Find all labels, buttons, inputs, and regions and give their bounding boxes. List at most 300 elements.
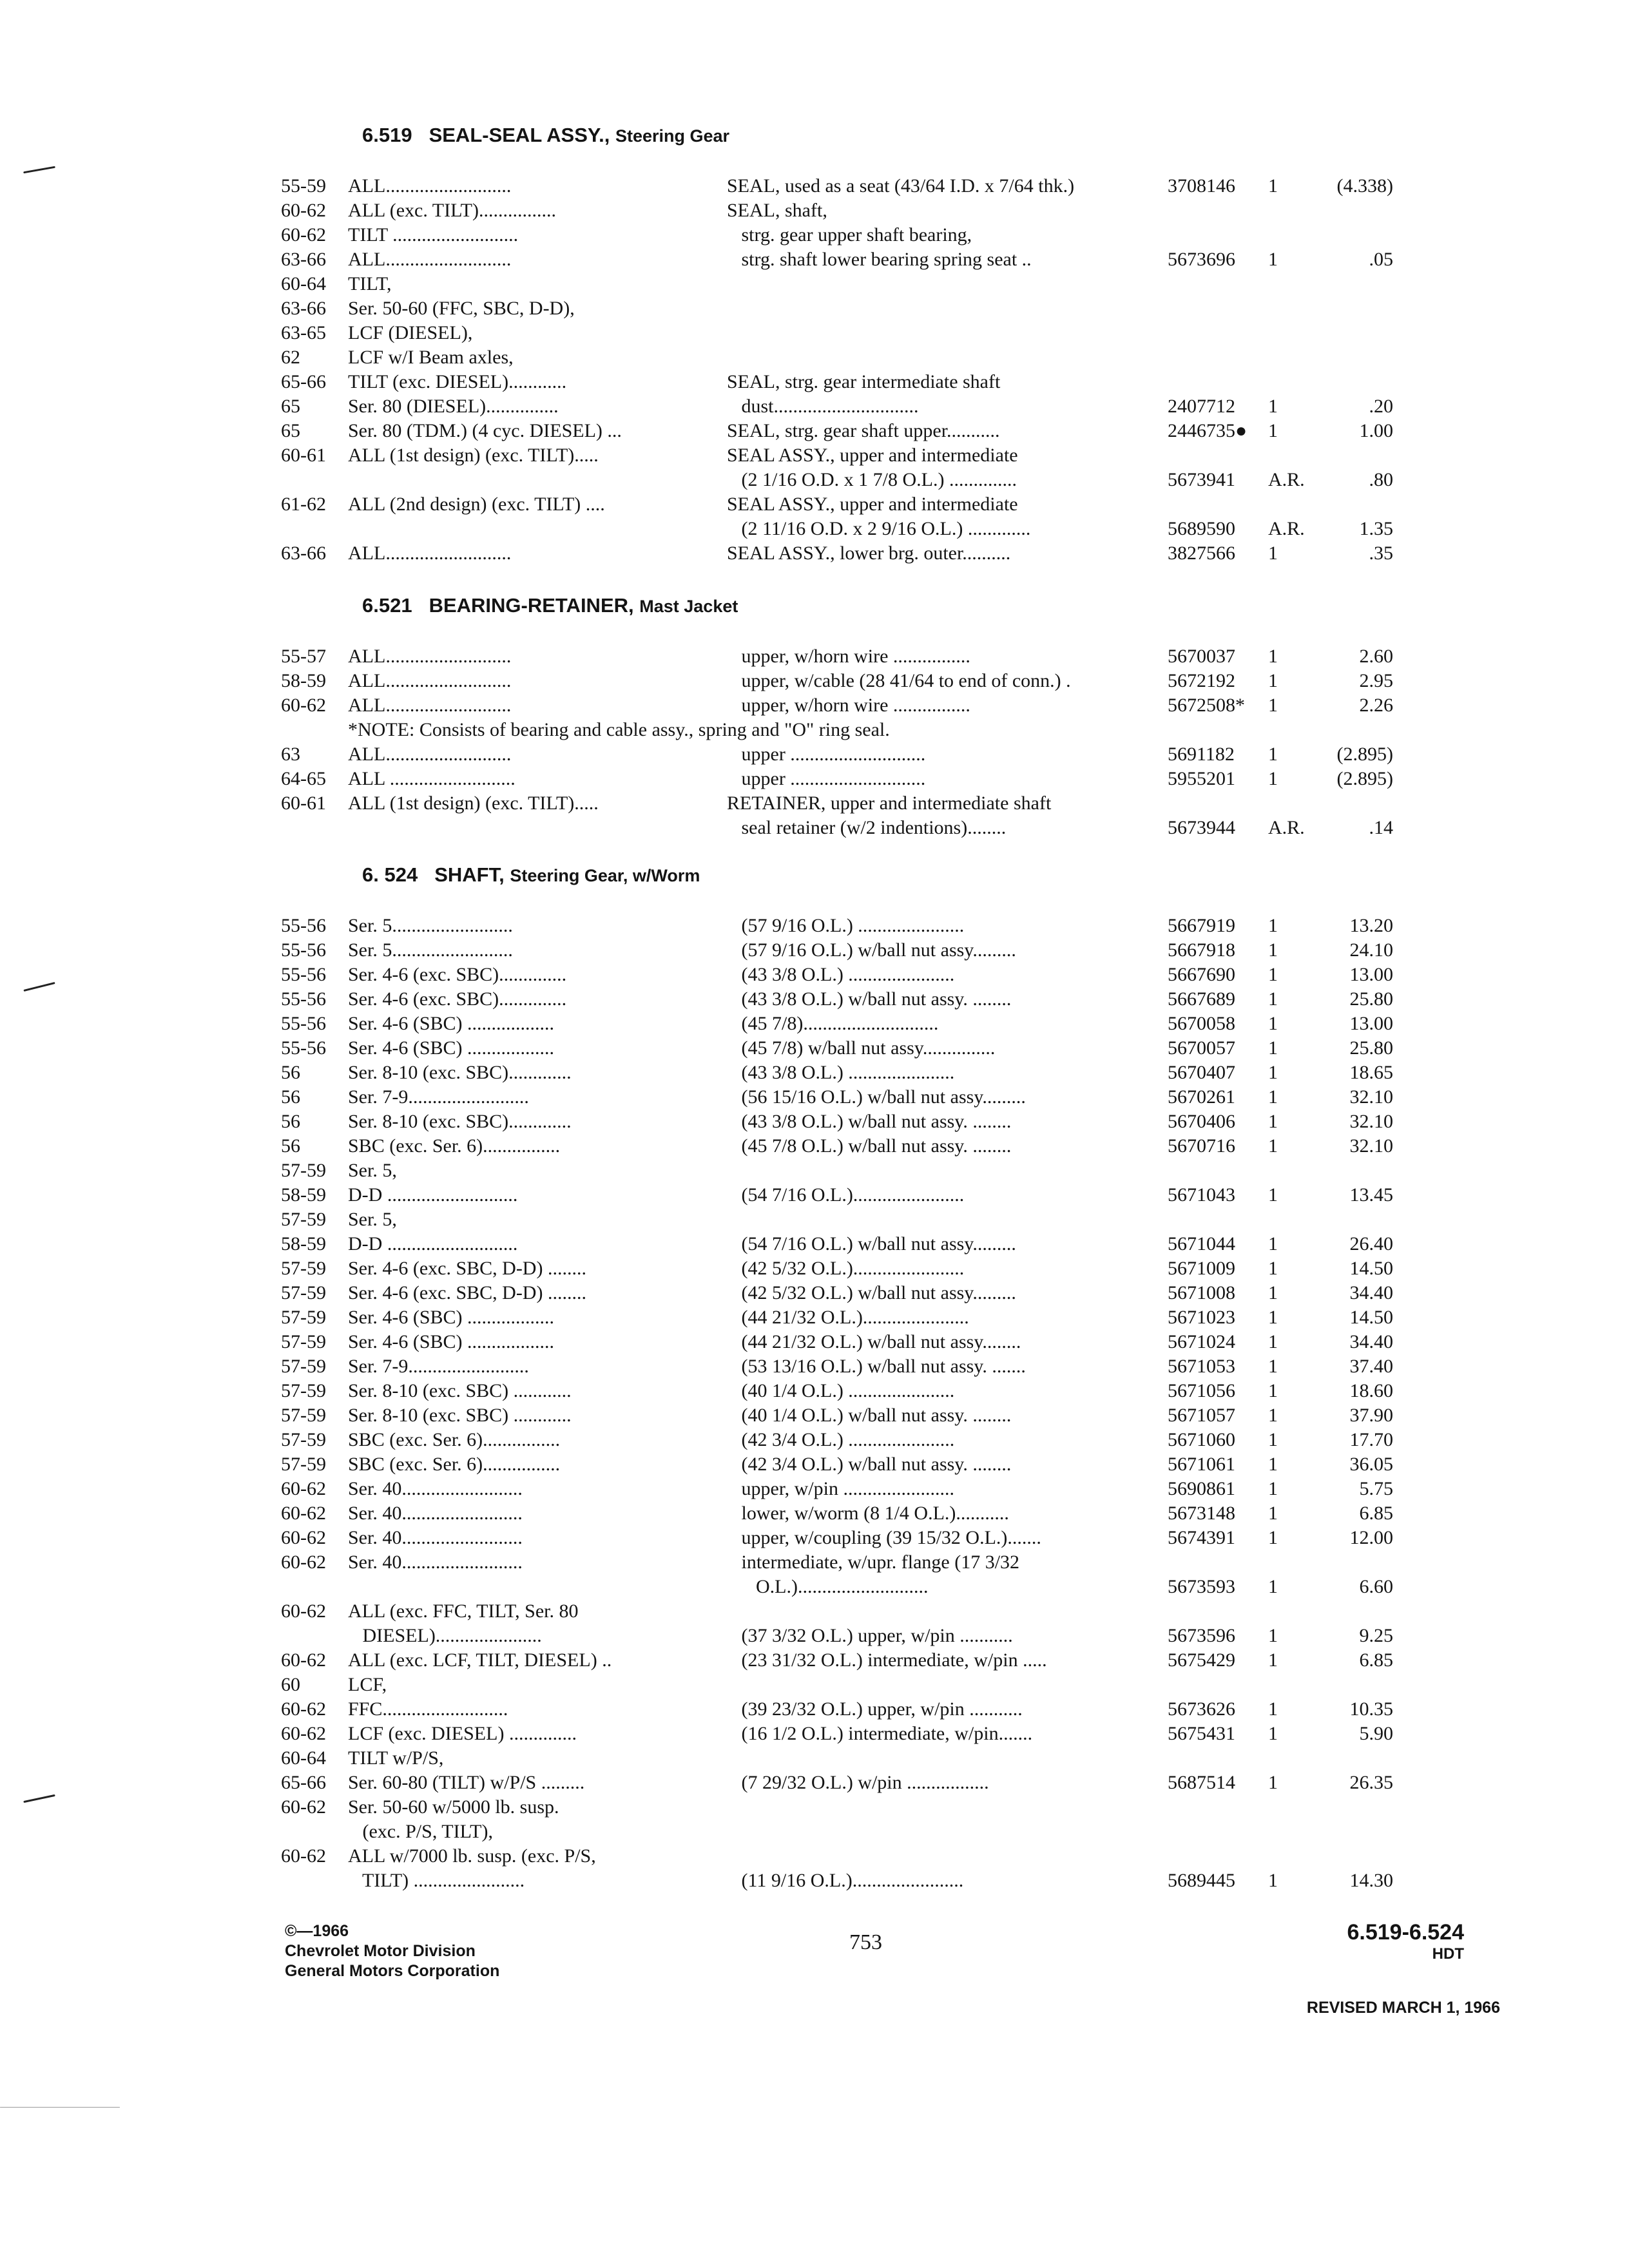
model-application: *NOTE: Consists of bearing and cable assy., spring and "O" ring seal. [348,719,890,740]
model-application: SBC (exc. Ser. 6)................ [348,1454,561,1475]
section-range: 6.519-6.524 [1347,1920,1464,1945]
model-years: 60-62 [281,1503,326,1524]
price: 25.80 [1349,988,1393,1010]
model-application: Ser. 4-6 (exc. SBC).............. [348,964,567,985]
parts-row [0,669,1629,693]
punch-mark [23,166,55,174]
price: 26.40 [1349,1233,1393,1254]
model-years: 65-66 [281,1772,326,1793]
parts-row [0,1158,1629,1183]
part-description: (45 7/8)............................ [727,1013,939,1034]
model-years: 60-64 [281,1747,326,1769]
model-years: 55-56 [281,939,326,961]
model-years: 60-62 [281,1796,326,1818]
part-number: 5671056 [1168,1380,1235,1401]
quantity: 1 [1268,1576,1278,1597]
model-years: 56 [281,1135,300,1157]
quantity: A.R. [1268,518,1305,539]
parts-row [0,247,1629,272]
model-years: 57-59 [281,1258,326,1279]
model-application: Ser. 5......................... [348,915,513,936]
part-description: strg. shaft lower bearing spring seat .. [727,249,1032,270]
price: 25.80 [1349,1037,1393,1059]
price: 2.60 [1359,646,1393,667]
parts-row [0,1820,1629,1844]
model-application: Ser. 4-6 (exc. SBC).............. [348,988,567,1010]
quantity: 1 [1268,1478,1278,1499]
parts-row [0,1085,1629,1110]
quantity: 1 [1268,1233,1278,1254]
parts-row [0,1550,1629,1575]
parts-row [0,914,1629,938]
parts-row [0,1599,1629,1624]
parts-row [0,1012,1629,1036]
part-description: RETAINER, upper and intermediate shaft [727,793,1052,814]
parts-row [0,296,1629,321]
model-application: DIESEL)...................... [348,1625,542,1646]
part-number: 5671043 [1168,1184,1235,1206]
part-number: 5672508* [1168,695,1245,716]
model-years: 60-62 [281,1527,326,1548]
model-years: 60-61 [281,445,326,466]
quantity: 1 [1268,1086,1278,1108]
part-description: upper, w/pin ....................... [727,1478,954,1499]
part-description: (56 15/16 O.L.) w/ball nut assy......... [727,1086,1026,1108]
parts-row [0,1379,1629,1403]
price: 2.26 [1359,695,1393,716]
part-description: (2 11/16 O.D. x 2 9/16 O.L.) ............. [727,518,1031,539]
quantity: 1 [1268,1184,1278,1206]
price: 6.85 [1359,1503,1393,1524]
part-number: 5667690 [1168,964,1235,985]
price: 12.00 [1349,1527,1393,1548]
model-application: Ser. 80 (DIESEL)............... [348,396,559,417]
quantity: 1 [1268,1013,1278,1034]
parts-row [0,1330,1629,1354]
section-heading [362,594,738,617]
part-description: upper, w/horn wire ................ [727,646,970,667]
part-description: intermediate, w/upr. flange (17 3/32 [727,1552,1020,1573]
model-application: ALL (1st design) (exc. TILT)..... [348,445,599,466]
part-number: 5671009 [1168,1258,1235,1279]
part-description: SEAL, shaft, [727,200,827,221]
part-description: (43 3/8 O.L.) w/ball nut assy. ........ [727,988,1012,1010]
part-description: SEAL ASSY., upper and intermediate [727,445,1018,466]
parts-row [0,1844,1629,1869]
price: 5.75 [1359,1478,1393,1499]
price: 2.95 [1359,670,1393,691]
model-years: 60-62 [281,1478,326,1499]
parts-row [0,938,1629,963]
part-description: (42 3/4 O.L.) w/ball nut assy. ........ [727,1454,1012,1475]
part-description: (42 5/32 O.L.) w/ball nut assy......... [727,1282,1016,1303]
model-application: ALL.......................... [348,543,512,564]
part-number: 5675431 [1168,1723,1235,1744]
part-description: upper, w/horn wire ................ [727,695,970,716]
part-number: 5675429 [1168,1649,1235,1671]
model-application: Ser. 8-10 (exc. SBC) ............ [348,1380,572,1401]
quantity: 1 [1268,1527,1278,1548]
price: 13.00 [1349,964,1393,985]
part-number: 5689590 [1168,518,1235,539]
price: 13.20 [1349,915,1393,936]
quantity: 1 [1268,420,1278,441]
quantity: 1 [1268,1625,1278,1646]
quantity: 1 [1268,646,1278,667]
part-number: 5671008 [1168,1282,1235,1303]
model-application: SBC (exc. Ser. 6)................ [348,1429,561,1450]
part-number: 5691182 [1168,744,1235,765]
part-number: 5670716 [1168,1135,1235,1157]
price: 14.50 [1349,1307,1393,1328]
model-application: SBC (exc. Ser. 6)................ [348,1135,561,1157]
model-application: D-D ........................... [348,1184,518,1206]
model-application: ALL (exc. LCF, TILT, DIESEL) .. [348,1649,612,1671]
price: 36.05 [1349,1454,1393,1475]
model-years: 61-62 [281,494,326,515]
parts-row [0,1256,1629,1281]
model-years: 58-59 [281,670,326,691]
parts-row [0,1795,1629,1820]
model-years: 57-59 [281,1307,326,1328]
model-years: 57-59 [281,1380,326,1401]
price: 18.60 [1349,1380,1393,1401]
publisher-block [285,1921,499,1981]
parts-row [0,541,1629,566]
section-subtitle: Steering Gear, w/Worm [510,866,700,885]
price: 6.60 [1359,1576,1393,1597]
part-description: SEAL ASSY., upper and intermediate [727,494,1018,515]
parts-row [0,1648,1629,1673]
quantity: 1 [1268,1356,1278,1377]
price: 13.45 [1349,1184,1393,1206]
part-description: (43 3/8 O.L.) w/ball nut assy. ........ [727,1111,1012,1132]
parts-row [0,468,1629,492]
page-number: 753 [849,1930,882,1954]
model-years: 63 [281,744,300,765]
model-years: 60-64 [281,273,326,294]
parts-row [0,1036,1629,1061]
part-number: 5667689 [1168,988,1235,1010]
model-application: ALL .......................... [348,768,516,789]
part-description: (43 3/8 O.L.) ...................... [727,964,955,985]
quantity: 1 [1268,1870,1278,1891]
parts-row [0,1501,1629,1526]
parts-row [0,394,1629,419]
part-description: (23 31/32 O.L.) intermediate, w/pin ..... [727,1649,1047,1671]
model-years: 60-62 [281,695,326,716]
model-application: TILT w/P/S, [348,1747,444,1769]
quantity: 1 [1268,1405,1278,1426]
part-number: 5671044 [1168,1233,1235,1254]
model-application: ALL.......................... [348,695,512,716]
parts-row [0,816,1629,840]
parts-row [0,345,1629,370]
parts-row [0,1232,1629,1256]
copyright: ©—1966 [285,1922,349,1940]
part-description: SEAL, strg. gear intermediate shaft [727,371,1001,392]
price: 18.65 [1349,1062,1393,1083]
part-description: (42 5/32 O.L.)....................... [727,1258,965,1279]
model-application: D-D ........................... [348,1233,518,1254]
model-application: LCF (DIESEL), [348,322,473,343]
quantity: 1 [1268,249,1278,270]
model-years: 55-56 [281,988,326,1010]
model-years: 55-56 [281,1013,326,1034]
model-years: 55-56 [281,915,326,936]
model-years: 57-59 [281,1405,326,1426]
part-description: upper ............................ [727,768,926,789]
section-number: 6.521 [362,594,412,617]
part-number: 5690861 [1168,1478,1235,1499]
part-number: 5673593 [1168,1576,1235,1597]
section-range-block [1347,1920,1465,1963]
quantity: 1 [1268,396,1278,417]
model-years: 60-62 [281,1845,326,1867]
model-years: 57-59 [281,1331,326,1352]
part-number: 5670037 [1168,646,1235,667]
part-description: (43 3/8 O.L.) ...................... [727,1062,955,1083]
model-years: 57-59 [281,1282,326,1303]
model-application: Ser. 8-10 (exc. SBC) ............ [348,1405,572,1426]
price: 14.30 [1349,1870,1393,1891]
model-application: LCF w/I Beam axles, [348,347,514,368]
model-years: 63-66 [281,249,326,270]
parts-row [0,223,1629,247]
model-application: Ser. 4-6 (exc. SBC, D-D) ........ [348,1258,586,1279]
parts-row [0,1134,1629,1158]
model-application: ALL (exc. FFC, TILT, Ser. 80 [348,1600,579,1622]
part-number: 5674391 [1168,1527,1235,1548]
quantity: 1 [1268,175,1278,197]
parts-row [0,987,1629,1012]
model-application: Ser. 8-10 (exc. SBC)............. [348,1111,572,1132]
part-description: (53 13/16 O.L.) w/ball nut assy. ....... [727,1356,1026,1377]
model-application: Ser. 4-6 (SBC) .................. [348,1331,555,1352]
scan-line [0,2107,120,2108]
model-application: ALL.......................... [348,744,512,765]
price: 37.90 [1349,1405,1393,1426]
model-application: Ser. 8-10 (exc. SBC)............. [348,1062,572,1083]
price: .35 [1369,543,1393,564]
quantity: 1 [1268,1503,1278,1524]
part-description: upper, w/coupling (39 15/32 O.L.)....... [727,1527,1041,1548]
part-number: 5673944 [1168,817,1235,838]
price: (4.338) [1336,175,1393,197]
part-number: 5670406 [1168,1111,1235,1132]
part-number: 5671057 [1168,1405,1235,1426]
part-number: 5955201 [1168,768,1235,789]
part-description: (44 21/32 O.L.) w/ball nut assy........ [727,1331,1021,1352]
model-years: 65 [281,420,300,441]
model-application: ALL.......................... [348,175,512,197]
price: 34.40 [1349,1331,1393,1352]
price: 24.10 [1349,939,1393,961]
model-application: LCF, [348,1674,387,1695]
quantity: 1 [1268,1772,1278,1793]
model-years: 60-62 [281,1552,326,1573]
quantity: 1 [1268,915,1278,936]
model-years: 60-62 [281,1649,326,1671]
model-application: (exc. P/S, TILT), [348,1821,493,1842]
parts-row [0,1722,1629,1746]
model-application: ALL.......................... [348,670,512,691]
model-years: 62 [281,347,300,368]
parts-row [0,1281,1629,1305]
model-years: 65 [281,396,300,417]
part-description: (45 7/8) w/ball nut assy............... [727,1037,996,1059]
part-number: 3827566 [1168,543,1235,564]
part-description: (40 1/4 O.L.) ...................... [727,1380,955,1401]
quantity: 1 [1268,1258,1278,1279]
part-description: lower, w/worm (8 1/4 O.L.)........... [727,1503,1009,1524]
model-years: 60-62 [281,200,326,221]
price: 14.50 [1349,1258,1393,1279]
part-number: 2407712 [1168,396,1235,417]
model-years: 63-66 [281,543,326,564]
price: .14 [1369,817,1393,838]
model-application: Ser. 50-60 (FFC, SBC, D-D), [348,298,575,319]
parts-row [0,174,1629,198]
model-application: Ser. 5, [348,1160,397,1181]
price: (2.895) [1336,768,1393,789]
part-description: (7 29/32 O.L.) w/pin ................. [727,1772,989,1793]
parts-row [0,1403,1629,1428]
model-years: 57-59 [281,1160,326,1181]
parts-row [0,517,1629,541]
quantity: 1 [1268,1282,1278,1303]
price: 32.10 [1349,1111,1393,1132]
model-application: Ser. 80 (TDM.) (4 cyc. DIESEL) ... [348,420,622,441]
parts-row [0,1697,1629,1722]
model-years: 60-61 [281,793,326,814]
quantity: 1 [1268,1454,1278,1475]
model-application: TILT (exc. DIESEL)............ [348,371,567,392]
model-application: ALL w/7000 lb. susp. (exc. P/S, [348,1845,596,1867]
model-years: 65-66 [281,371,326,392]
parts-row [0,1526,1629,1550]
section-number: 6.519 [362,124,412,146]
model-application: Ser. 4-6 (SBC) .................. [348,1307,555,1328]
price: 26.35 [1349,1772,1393,1793]
price: 1.35 [1359,518,1393,539]
model-years: 56 [281,1062,300,1083]
model-application: Ser. 5......................... [348,939,513,961]
part-description: seal retainer (w/2 indentions)........ [727,817,1007,838]
parts-row [0,644,1629,669]
model-years: 55-57 [281,646,326,667]
part-description: (57 9/16 O.L.) ...................... [727,915,965,936]
parts-row [0,1305,1629,1330]
model-years: 60-62 [281,1723,326,1744]
division: Chevrolet Motor Division [285,1942,476,1960]
part-number: 5667919 [1168,915,1235,936]
part-description: (54 7/16 O.L.)....................... [727,1184,965,1206]
part-description: upper ............................ [727,744,926,765]
section-title: SEAL-SEAL ASSY., [429,124,610,146]
parts-row [0,1110,1629,1134]
model-application: ALL.......................... [348,249,512,270]
model-years: 63-65 [281,322,326,343]
model-application: Ser. 5, [348,1209,397,1230]
parts-row [0,443,1629,468]
price: 9.25 [1359,1625,1393,1646]
quantity: 1 [1268,1429,1278,1450]
part-description: (39 23/32 O.L.) upper, w/pin ........... [727,1698,1023,1720]
model-application: LCF (exc. DIESEL) .............. [348,1723,577,1744]
price: 17.70 [1349,1429,1393,1450]
part-number: 5670058 [1168,1013,1235,1034]
model-years: 57-59 [281,1429,326,1450]
parts-row [0,1452,1629,1477]
price: (2.895) [1336,744,1393,765]
parts-row [0,1869,1629,1893]
model-years: 55-59 [281,175,326,197]
model-years: 64-65 [281,768,326,789]
parts-row [0,742,1629,767]
parts-row [0,1624,1629,1648]
part-number: 5671060 [1168,1429,1235,1450]
quantity: 1 [1268,939,1278,961]
part-description: (45 7/8 O.L.) w/ball nut assy. ........ [727,1135,1012,1157]
model-application: ALL.......................... [348,646,512,667]
model-application: Ser. 4-6 (SBC) .................. [348,1013,555,1034]
model-application: Ser. 40......................... [348,1503,523,1524]
part-number: 2446735● [1168,420,1248,441]
parts-row [0,963,1629,987]
part-number: 5673148 [1168,1503,1235,1524]
parts-row [0,1061,1629,1085]
part-number: 5673696 [1168,249,1235,270]
model-application: Ser. 4-6 (SBC) .................. [348,1037,555,1059]
part-description: (2 1/16 O.D. x 1 7/8 O.L.) .............. [727,469,1017,490]
model-application: Ser. 40......................... [348,1552,523,1573]
model-years: 60 [281,1674,300,1695]
quantity: 1 [1268,1723,1278,1744]
part-number: 5670261 [1168,1086,1235,1108]
model-application: Ser. 60-80 (TILT) w/P/S ......... [348,1772,585,1793]
part-number: 5670407 [1168,1062,1235,1083]
quantity: 1 [1268,543,1278,564]
corporation: General Motors Corporation [285,1962,500,1980]
price: 10.35 [1349,1698,1393,1720]
model-application: Ser. 40......................... [348,1478,523,1499]
price: 5.90 [1359,1723,1393,1744]
quantity: 1 [1268,670,1278,691]
quantity: 1 [1268,1649,1278,1671]
part-number: 5687514 [1168,1772,1235,1793]
model-application: Ser. 7-9......................... [348,1356,529,1377]
model-application: ALL (exc. TILT)................ [348,200,556,221]
price: 32.10 [1349,1086,1393,1108]
parts-row [0,1354,1629,1379]
parts-row [0,1771,1629,1795]
catalog-code: HDT [1432,1945,1464,1963]
section-subtitle: Mast Jacket [639,597,738,616]
parts-row [0,321,1629,345]
part-description: (11 9/16 O.L.)....................... [727,1870,964,1891]
model-years: 60-62 [281,224,326,245]
part-description: O.L.)........................... [727,1576,929,1597]
section-number: 6. 524 [362,863,418,886]
section-heading [362,863,700,887]
quantity: 1 [1268,1698,1278,1720]
quantity: 1 [1268,1111,1278,1132]
part-number: 5671053 [1168,1356,1235,1377]
parts-row [0,492,1629,517]
section-title: BEARING-RETAINER, [429,594,634,617]
model-application: FFC.......................... [348,1698,508,1720]
